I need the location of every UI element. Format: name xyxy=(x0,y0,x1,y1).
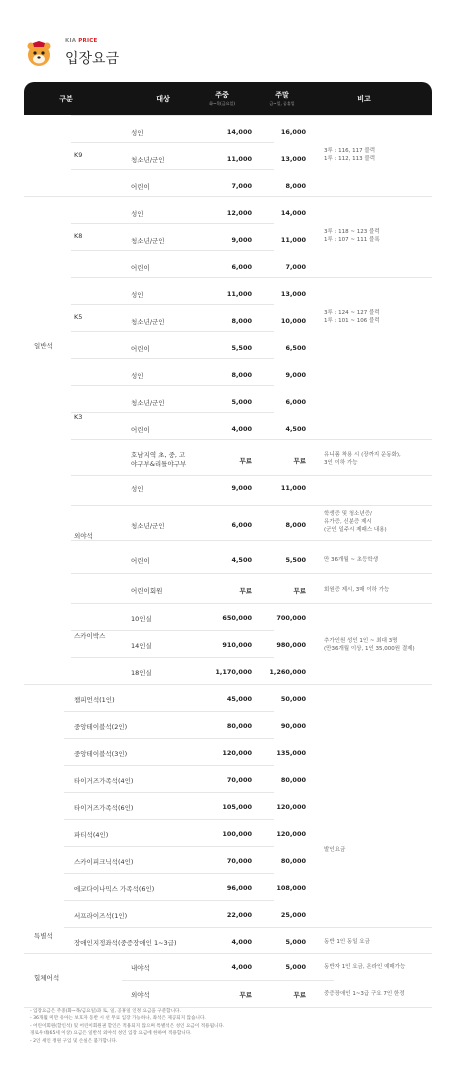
row-k9-youth-target: 청소년/군인 xyxy=(131,155,165,164)
row-k5-youth-weekday: 8,000 xyxy=(231,317,252,325)
row-sb-18-weekend: 1,260,000 xyxy=(269,668,306,676)
row-sp-10-target: 장애인지정좌석(중증장애인 1~3급) xyxy=(74,938,177,947)
note-env-out: 중증장애인 1~3급 구요 7인 한정 xyxy=(324,991,405,997)
row-divider xyxy=(71,603,432,604)
row-divider xyxy=(71,385,274,386)
row-divider xyxy=(71,304,274,305)
row-sp-4-weekend: 80,000 xyxy=(280,776,306,784)
row-divider xyxy=(71,250,274,251)
row-k5-adult-target: 성인 xyxy=(131,290,144,299)
row-k5-child-weekend: 6,500 xyxy=(285,344,306,352)
row-env-out-target: 외야석 xyxy=(131,990,150,999)
section-skybox: 스카이박스 xyxy=(74,631,106,640)
row-sp-9-target: 서프라이즈석(1인) xyxy=(74,911,128,920)
row-k8-child-weekday: 6,000 xyxy=(231,263,252,271)
footer-line: - 어린이회원(할인석) 및 어린이회원권 할인은 적용되지 않으며 특별석은 성인 요금이 적용됩니다. xyxy=(30,1023,225,1029)
row-k3-local-target: 호남지역 초, 중, 고 야구부&리틀야구부 xyxy=(131,451,187,468)
row-k8-child-target: 어린이 xyxy=(131,263,150,272)
group-general: 일반석 xyxy=(34,341,53,350)
row-sp-10-weekday: 4,000 xyxy=(231,938,252,946)
row-k9-child-target: 어린이 xyxy=(131,182,150,191)
row-sb-18-weekday: 1,170,000 xyxy=(215,668,252,676)
footer-line: - 36개월 미만 유아는 보호자 동반 시 선 무료 입장 가능하나, 좌석은 제공되지 않습니다. xyxy=(30,1016,206,1022)
row-sp-3-weekday: 120,000 xyxy=(222,749,252,757)
row-sp-8-target: 에코다이나믹스 가족석(6인) xyxy=(74,884,155,893)
row-k8-child-weekend: 7,000 xyxy=(285,263,306,271)
row-sp-7-weekday: 70,000 xyxy=(226,857,252,865)
row-sp-6-target: 파티석(4인) xyxy=(74,830,109,839)
row-divider xyxy=(64,927,432,928)
row-env-out-weekend: 무료 xyxy=(293,990,306,999)
row-divider xyxy=(71,142,274,143)
section-k8: K8 xyxy=(74,232,83,240)
row-k5-adult-weekend: 13,000 xyxy=(280,290,306,298)
row-sp-3-weekend: 135,000 xyxy=(276,749,306,757)
row-of-youth-weekend: 8,000 xyxy=(285,521,306,529)
row-sb-10-target: 10인실 xyxy=(131,614,152,623)
row-sp-10-weekend: 5,000 xyxy=(285,938,306,946)
row-sp-8-weekend: 108,000 xyxy=(276,884,306,892)
row-divider xyxy=(64,792,274,793)
group-environment: 힐체어석 xyxy=(34,973,60,982)
row-divider xyxy=(64,900,274,901)
row-divider xyxy=(71,223,274,224)
row-of-adult-target: 성인 xyxy=(131,484,144,493)
row-sp-2-weekday: 80,000 xyxy=(226,722,252,730)
row-k3-adult-target: 성인 xyxy=(131,371,144,380)
row-k3-local-weekend: 무료 xyxy=(293,456,306,465)
footer-line: - 2인 세인 정원 구입 및 손실은 불가합니다. xyxy=(30,1038,118,1044)
row-divider xyxy=(64,738,274,739)
group-special: 특별석 xyxy=(34,931,53,940)
row-k9-adult-weekday: 14,000 xyxy=(226,128,252,136)
row-of-youth-target: 청소년/군인 xyxy=(131,521,165,530)
header-weekday: 주중 화~목(금요일) xyxy=(209,91,235,106)
header-target: 대상 xyxy=(156,94,170,103)
section-k9: K9 xyxy=(74,151,83,159)
row-sp-2-weekend: 90,000 xyxy=(280,722,306,730)
row-of-child-weekend: 5,500 xyxy=(285,556,306,564)
row-sp-6-weekend: 120,000 xyxy=(276,830,306,838)
row-sp-4-weekday: 70,000 xyxy=(226,776,252,784)
row-k3-adult-weekend: 9,000 xyxy=(285,371,306,379)
row-divider xyxy=(71,630,274,631)
row-k3-child-weekend: 4,500 xyxy=(285,425,306,433)
row-of-member-weekend: 무료 xyxy=(293,586,306,595)
row-sp-1-weekday: 45,000 xyxy=(226,695,252,703)
row-k8-adult-weekday: 12,000 xyxy=(226,209,252,217)
row-sp-5-weekday: 105,000 xyxy=(222,803,252,811)
note-of-member: 회원증 제시, 3매 이하 가능 xyxy=(324,587,390,593)
row-of-member-target: 어린이회원 xyxy=(131,586,163,595)
row-k9-youth-weekday: 11,000 xyxy=(226,155,252,163)
section-k5: K5 xyxy=(74,313,83,321)
row-sp-5-weekend: 120,000 xyxy=(276,803,306,811)
page-title: 입장요금 xyxy=(65,51,120,67)
row-env-in-weekday: 4,000 xyxy=(231,963,252,971)
row-divider xyxy=(24,684,432,685)
price-table xyxy=(24,82,432,999)
row-env-out-weekday: 무료 xyxy=(239,990,252,999)
row-divider xyxy=(64,765,274,766)
note-k5: 3루 : 124 ~ 127 블럭 1루 : 101 ~ 106 블럭 xyxy=(324,310,380,324)
row-sp-7-weekend: 80,000 xyxy=(280,857,306,865)
row-sp-3-target: 중앙테이블석(3인) xyxy=(74,749,128,758)
row-sp-7-target: 스카이피크닉석(4인) xyxy=(74,857,134,866)
row-divider xyxy=(64,819,274,820)
row-k5-child-target: 어린이 xyxy=(131,344,150,353)
note-env-in: 동반자 1인 요금, 온라인 예매가능 xyxy=(324,964,406,970)
row-divider xyxy=(71,358,274,359)
row-sp-6-weekday: 100,000 xyxy=(222,830,252,838)
row-k3-youth-weekday: 5,000 xyxy=(231,398,252,406)
row-k3-youth-weekend: 6,000 xyxy=(285,398,306,406)
row-of-child-target: 어린이 xyxy=(131,556,150,565)
row-sp-1-weekend: 50,000 xyxy=(280,695,306,703)
note-sp-10: 동반 1인 동일 요금 xyxy=(324,939,370,945)
header-weekend: 주말 금~일, 공휴일 xyxy=(269,91,295,106)
row-divider xyxy=(71,412,274,413)
footer-line: - 입장요금은 주중(화~목/금요일)과 토, 일, 공휴일 인정 요금을 구분합니다. xyxy=(30,1009,181,1014)
note-k8: 3루 : 118 ~ 123 블럭 1루 : 107 ~ 111 블록 xyxy=(324,229,380,243)
row-sp-9-weekday: 22,000 xyxy=(226,911,252,919)
row-k9-child-weekend: 8,000 xyxy=(285,182,306,190)
note-of-youth: 학생증 및 청소년증/ 유가증, 신분증 제시 (군인 일주시 제패스 내용) xyxy=(324,511,387,533)
row-env-in-weekend: 5,000 xyxy=(285,963,306,971)
row-of-youth-weekday: 6,000 xyxy=(231,521,252,529)
row-divider xyxy=(71,475,432,476)
row-divider xyxy=(71,169,274,170)
footer-notes xyxy=(30,1008,440,1045)
row-k9-adult-target: 성인 xyxy=(131,128,144,137)
header-remarks: 비고 xyxy=(357,94,371,103)
row-of-member-weekday: 무료 xyxy=(239,586,252,595)
row-divider xyxy=(71,540,432,541)
row-k8-youth-weekend: 11,000 xyxy=(280,236,306,244)
brand-label: KIA PRICE xyxy=(65,38,98,44)
row-divider xyxy=(122,980,334,981)
row-k5-youth-weekend: 10,000 xyxy=(280,317,306,325)
row-of-adult-weekday: 9,000 xyxy=(231,484,252,492)
row-divider xyxy=(24,196,432,197)
row-divider xyxy=(71,439,432,440)
page-header xyxy=(25,38,225,70)
row-of-adult-weekend: 11,000 xyxy=(280,484,306,492)
tiger-mascot-icon xyxy=(25,40,53,67)
row-divider xyxy=(64,873,274,874)
row-k3-child-weekday: 4,000 xyxy=(231,425,252,433)
row-k8-youth-target: 청소년/군인 xyxy=(131,236,165,245)
footer-line: 경로우대(65세 이상) 요금은 일반석 외야석 성인 입장 요금에 한하여 적용합니다. xyxy=(30,1031,192,1037)
row-sb-14-target: 14인실 xyxy=(131,641,152,650)
row-divider xyxy=(24,953,432,954)
row-divider xyxy=(71,505,432,506)
row-sp-9-weekend: 25,000 xyxy=(280,911,306,919)
row-sb-14-weekend: 980,000 xyxy=(276,641,306,649)
row-k5-adult-weekday: 11,000 xyxy=(226,290,252,298)
row-env-in-target: 내야석 xyxy=(131,963,150,972)
row-k3-child-target: 어린이 xyxy=(131,425,150,434)
row-k8-adult-weekend: 14,000 xyxy=(280,209,306,217)
row-sb-18-target: 18인실 xyxy=(131,668,152,677)
row-sb-14-weekday: 910,000 xyxy=(222,641,252,649)
row-sp-4-target: 타이거즈가족석(4인) xyxy=(74,776,134,785)
row-k9-youth-weekend: 13,000 xyxy=(280,155,306,163)
note-k9: 3루 : 116, 117 블럭 1루 : 112, 113 블럭 xyxy=(324,148,376,162)
section-k3: K3 xyxy=(74,413,83,421)
row-k3-youth-target: 청소년/군인 xyxy=(131,398,165,407)
row-divider xyxy=(71,115,432,116)
row-k9-adult-weekend: 16,000 xyxy=(280,128,306,136)
row-divider xyxy=(71,573,432,574)
row-sp-8-weekday: 96,000 xyxy=(226,884,252,892)
row-of-child-weekday: 4,500 xyxy=(231,556,252,564)
row-divider xyxy=(64,711,274,712)
note-special: 발인요금 xyxy=(324,847,346,853)
note-of-child: 만 36개월 ~ 초등학생 xyxy=(324,557,379,563)
table-header xyxy=(24,82,432,115)
row-k8-adult-target: 성인 xyxy=(131,209,144,218)
row-k9-child-weekday: 7,000 xyxy=(231,182,252,190)
row-sp-5-target: 타이거즈가족석(6인) xyxy=(74,803,134,812)
row-k5-youth-target: 청소년/군인 xyxy=(131,317,165,326)
row-sb-10-weekend: 700,000 xyxy=(276,614,306,622)
row-sp-2-target: 중앙테이블석(2인) xyxy=(74,722,128,731)
row-k5-child-weekday: 5,500 xyxy=(231,344,252,352)
row-divider xyxy=(71,277,432,278)
note-k3-local: 유니폼 착용 시 (장까지 운동화), 3인 이하 가능 xyxy=(324,452,401,466)
row-k3-adult-weekday: 8,000 xyxy=(231,371,252,379)
row-divider xyxy=(71,331,274,332)
section-outfield: 외야석 xyxy=(74,531,93,540)
row-k8-youth-weekday: 9,000 xyxy=(231,236,252,244)
header-category: 구분 xyxy=(59,94,73,103)
row-sp-1-target: 챔피언석(1인) xyxy=(74,695,115,704)
row-k3-local-weekday: 무료 xyxy=(239,456,252,465)
note-skybox: 추가인원 성인 1인 ~ 최대 3명 (만36개월 이상, 1인 35,000원 결제) xyxy=(324,638,415,652)
row-divider xyxy=(64,846,274,847)
row-divider xyxy=(71,657,274,658)
row-sb-10-weekday: 650,000 xyxy=(222,614,252,622)
